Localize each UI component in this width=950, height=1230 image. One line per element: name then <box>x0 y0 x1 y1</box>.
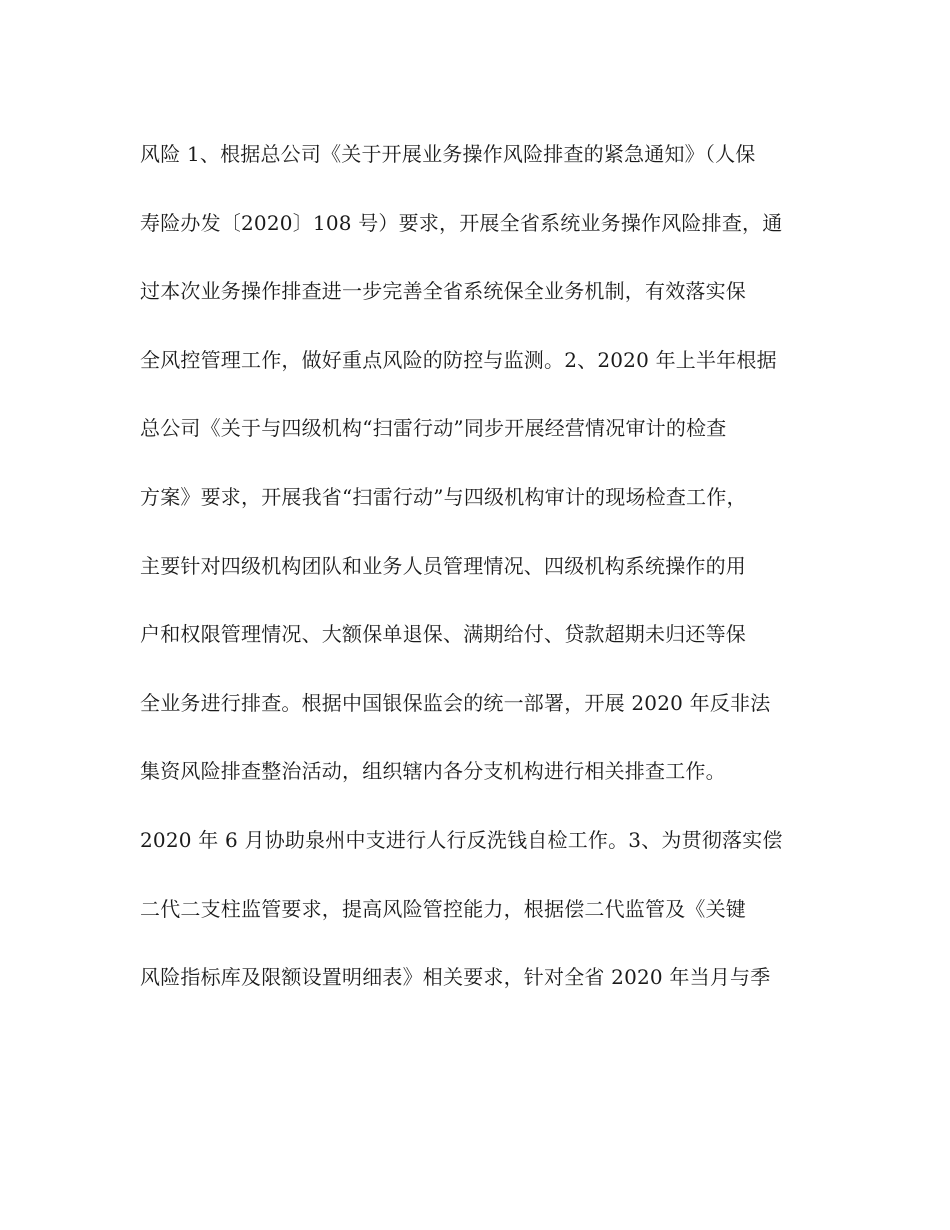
text-line: 全业务进行排查。根据中国银保监会的统一部署，开展 2020 年反非法 <box>140 690 771 715</box>
text-line: 过本次业务操作排查进一步完善全省系统保全业务机制，有效落实保 <box>140 279 746 304</box>
text-line: 全风控管理工作，做好重点风险的防控与监测。2、2020 年上半年根据 <box>140 347 777 372</box>
text-line: 风险 1、根据总公司《关于开展业务操作风险排查的紧急通知》（人保 <box>140 142 756 166</box>
text-line: 二代二支柱监管要求，提高风险管控能力，根据偿二代监管及《关键 <box>140 896 746 921</box>
text-line: 风险指标库及限额设置明细表》相关要求，针对全省 2020 年当月与季 <box>140 965 771 990</box>
text-line: 主要针对四级机构团队和业务人员管理情况、四级机构系统操作的用 <box>140 553 746 578</box>
text-line: 寿险办发〔2020〕108 号）要求，开展全省系统业务操作风险排查，通 <box>140 210 783 235</box>
body-text <box>140 134 820 1026</box>
text-line: 户和权限管理情况、大额保单退保、满期给付、贷款超期未归还等保 <box>140 622 746 647</box>
text-line: 总公司《关于与四级机构“扫雷行动”同步开展经营情况审计的检查 <box>140 416 727 441</box>
text-line: 2020 年 6 月协助泉州中支进行人行反洗钱自检工作。3、为贯彻落实偿 <box>140 827 783 852</box>
text-line: 方案》要求，开展我省“扫雷行动”与四级机构审计的现场检查工作， <box>140 484 747 509</box>
text-line: 集资风险排查整治活动，组织辖内各分支机构进行相关排查工作。 <box>140 759 726 784</box>
